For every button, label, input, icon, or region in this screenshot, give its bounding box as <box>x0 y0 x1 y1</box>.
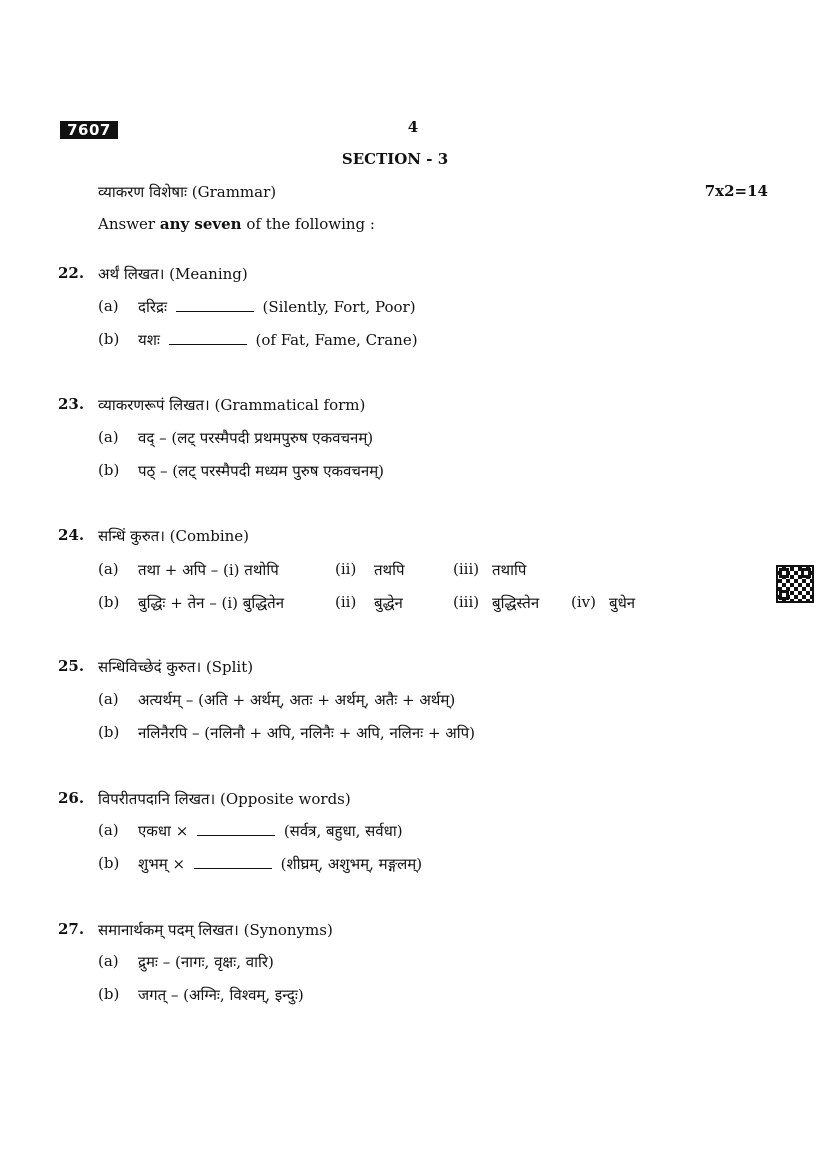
question-number: 25. <box>58 657 85 675</box>
section-title: SECTION - 3 <box>341 150 449 168</box>
option-text <box>138 854 422 874</box>
answer-blank <box>169 332 247 345</box>
option-choices: (of Fat, Fame, Crane) <box>255 331 418 349</box>
option-text: वद् – (लट् परस्मैपदी प्रथमपुरुष एकवचनम्) <box>138 429 374 447</box>
option-word: यशः <box>138 331 160 349</box>
option-label: (a) <box>98 952 119 970</box>
choice-label: (iii) <box>453 593 480 611</box>
option-text: जगत् – (अग्निः, विश्वम्, इन्दुः) <box>138 986 304 1004</box>
instruction-bold: any seven <box>159 215 242 233</box>
question-number: 26. <box>58 789 85 807</box>
choice-label: (ii) <box>335 593 357 611</box>
option-label: (a) <box>98 560 119 578</box>
option-label: (b) <box>98 330 120 348</box>
choice-text: बुद्धिस्तेन <box>492 594 540 612</box>
option-text <box>138 821 403 841</box>
question-title: समानार्थकम् पदम् लिखत। (Synonyms) <box>98 921 333 939</box>
question-title: व्याकरणरूपं लिखत। (Grammatical form) <box>98 396 366 414</box>
answer-blank <box>194 856 272 869</box>
instruction-post: of the following : <box>241 215 375 233</box>
question-number: 22. <box>58 264 85 282</box>
option-text: तथा + अपि – (i) तथोपि <box>138 561 279 579</box>
choice-text: तथपि <box>374 561 405 579</box>
option-choices: (शीघ्रम्, अशुभम्, मङ्गलम्) <box>280 855 423 873</box>
question-title: सन्धिविच्छेदं कुरुत। (Split) <box>98 658 254 676</box>
section-heading: व्याकरण विशेषाः (Grammar) <box>98 183 277 201</box>
choice-label: (iv) <box>571 593 596 611</box>
option-choices: (Silently, Fort, Poor) <box>262 298 416 316</box>
answer-blank <box>176 299 254 312</box>
option-word: शुभम् × <box>138 855 186 873</box>
question-number: 23. <box>58 395 85 413</box>
qr-code-icon <box>776 565 814 603</box>
question-title: अर्थं लिखत। (Meaning) <box>98 265 248 283</box>
choice-text: बुद्धेन <box>374 594 403 612</box>
option-text: अत्यर्थम् – (अति + अर्थम्, अतः + अर्थम्, अतैः + अर्थम्) <box>138 691 456 709</box>
option-word: एकधा × <box>138 822 189 840</box>
page-number: 4 <box>407 118 419 136</box>
option-text <box>138 330 418 350</box>
option-text: द्रुमः – (नागः, वृक्षः, वारि) <box>138 953 274 971</box>
option-label: (b) <box>98 854 120 872</box>
option-label: (b) <box>98 593 120 611</box>
question-number: 27. <box>58 920 85 938</box>
option-label: (b) <box>98 723 120 741</box>
answer-blank <box>197 823 275 836</box>
instruction <box>98 215 375 233</box>
paper-code-badge: 7607 <box>60 121 118 139</box>
option-text: नलिनैरपि – (नलिनौ + अपि, नलिनैः + अपि, नलिनः + अपि) <box>138 724 476 742</box>
question-number: 24. <box>58 526 85 544</box>
option-label: (b) <box>98 461 120 479</box>
choice-text: तथापि <box>492 561 527 579</box>
choice-label: (iii) <box>453 560 480 578</box>
option-label: (a) <box>98 297 119 315</box>
question-title: विपरीतपदानि लिखत। (Opposite words) <box>98 790 351 808</box>
choice-label: (ii) <box>335 560 357 578</box>
option-label: (a) <box>98 821 119 839</box>
instruction-pre: Answer <box>98 215 160 233</box>
option-text <box>138 297 416 317</box>
section-marks: 7x2=14 <box>704 182 768 200</box>
option-text: बुद्धिः + तेन – (i) बुद्धितेन <box>138 594 285 612</box>
question-title: सन्धिं कुरुत। (Combine) <box>98 527 250 545</box>
option-choices: (सर्वत्र, बहुधा, सर्वधा) <box>283 822 403 840</box>
option-word: दरिद्रः <box>138 298 167 316</box>
choice-text: बुधेन <box>609 594 636 612</box>
option-label: (b) <box>98 985 120 1003</box>
option-label: (a) <box>98 690 119 708</box>
option-text: पठ् – (लट् परस्मैपदी मध्यम पुरुष एकवचनम्) <box>138 462 385 480</box>
option-label: (a) <box>98 428 119 446</box>
